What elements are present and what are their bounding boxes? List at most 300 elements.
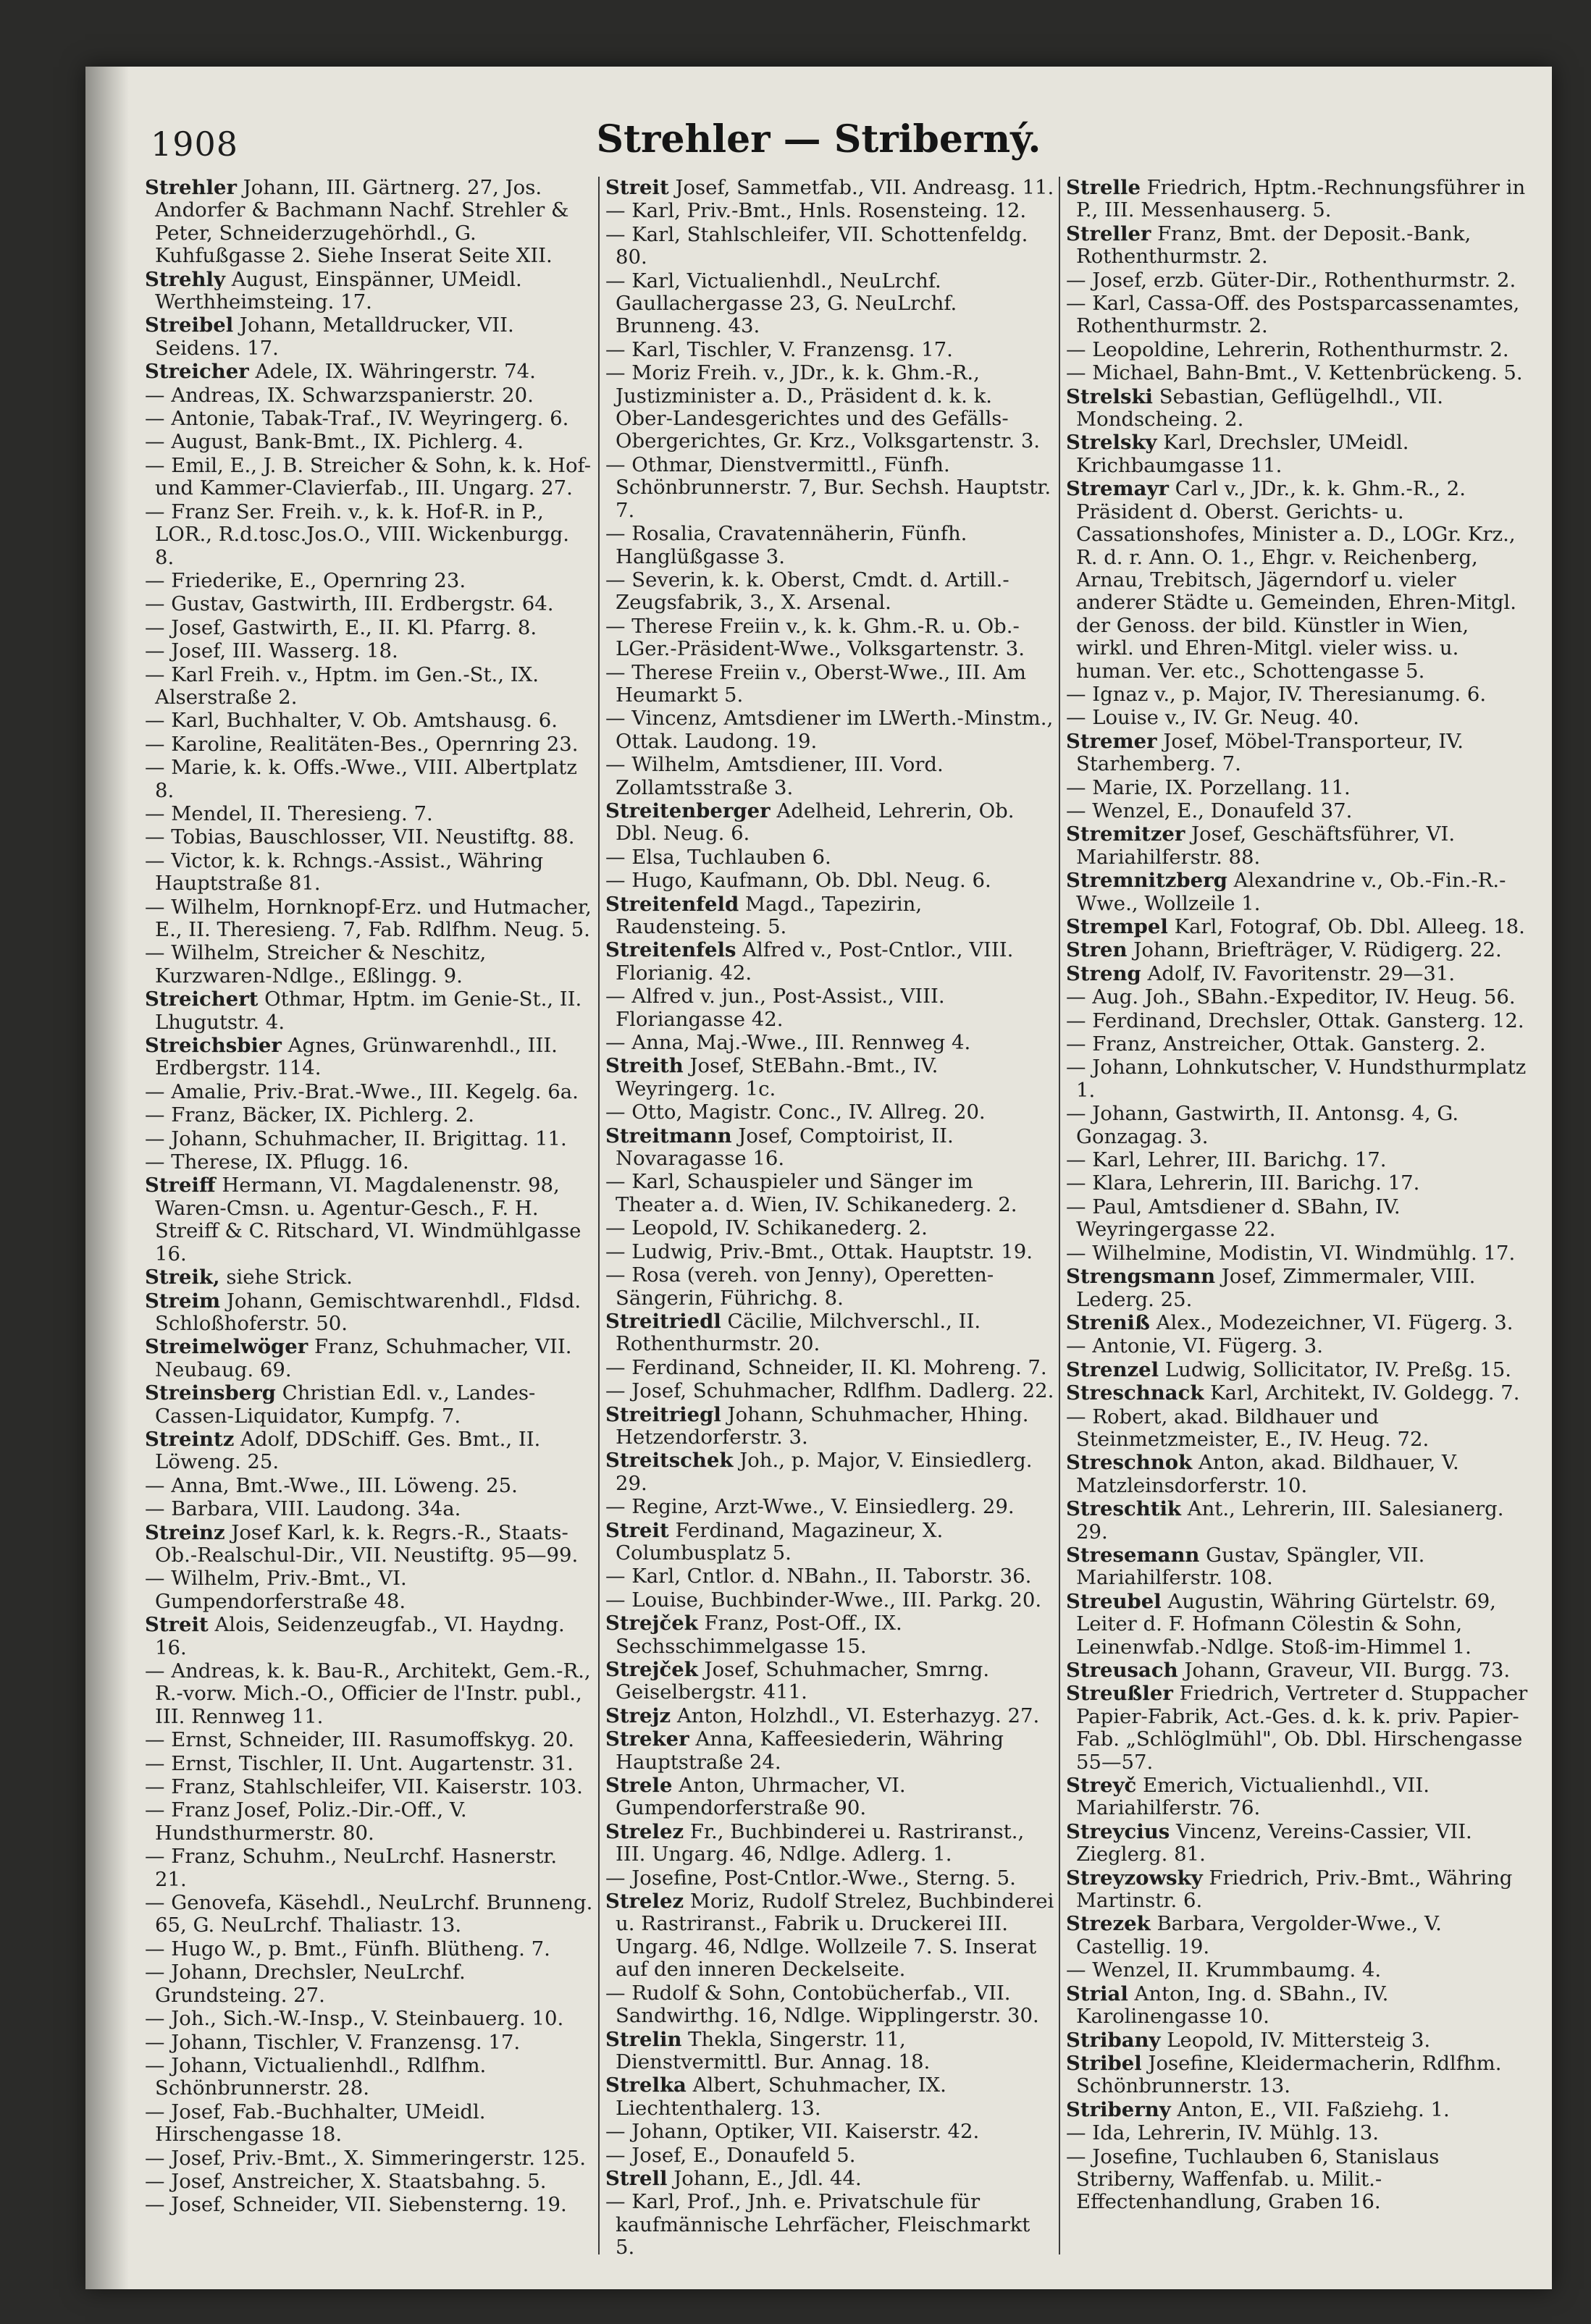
entry-details: — Otto, Magistr. Conc., IV. Allreg. 20. xyxy=(605,1100,986,1124)
entry-details: — Antonie, Tabak-Traf., IV. Weyringerg. 6. xyxy=(145,407,569,431)
entry-details: Albert, Schuhmacher, IX. Liechtenthalerg. 13. xyxy=(616,2074,946,2120)
entry-details: — Johann, Tischler, V. Franzensg. 17. xyxy=(145,2030,521,2054)
directory-entry xyxy=(1066,1010,1529,1032)
entry-surname: Streichert xyxy=(145,988,259,1011)
directory-entry xyxy=(1066,916,1529,938)
entry-surname: Streker xyxy=(605,1727,689,1751)
entry-surname: Streschtik xyxy=(1066,1497,1181,1521)
directory-entry xyxy=(605,846,1054,869)
directory-entry xyxy=(145,408,594,430)
entry-surname: Strehly xyxy=(145,267,225,291)
entry-details: — Marie, IX. Porzellang. 11. xyxy=(1066,775,1351,799)
entry-details: — Josef, Gastwirth, E., II. Kl. Pfarrg. 8. xyxy=(145,615,537,639)
directory-entry xyxy=(1066,386,1529,431)
directory-entry xyxy=(145,988,594,1034)
entry-details: — Friederike, E., Opernring 23. xyxy=(145,568,466,592)
directory-entry xyxy=(605,1404,1054,1449)
entry-details: — Robert, akad. Bildhauer und Steinmetzmeister, E., IV. Heug. 72. xyxy=(1066,1405,1430,1451)
entry-details: — Louise, Buchbinder-Wwe., III. Parkg. 20. xyxy=(605,1588,1042,1612)
directory-entry xyxy=(1066,478,1529,683)
entry-details: — Anna, Bmt.-Wwe., III. Löweng. 25. xyxy=(145,1473,518,1497)
entry-details: — Karl, Cassa-Off. des Postsparcassenamtes, Rothenthurmstr. 2. xyxy=(1066,292,1520,338)
entry-details: Alfred v., Post-Cntlor., VIII. Florianig. 42. xyxy=(616,938,1014,985)
entry-surname: Strempel xyxy=(1066,915,1168,938)
entry-surname: Strelez xyxy=(605,1890,684,1913)
running-head: Strehler — Striberný. xyxy=(596,117,1041,161)
directory-entry xyxy=(605,1982,1054,2028)
entry-details: Barbara, Vergolder-Wwe., V. Castellig. 19. xyxy=(1076,1912,1442,1958)
entry-details: — Mendel, II. Theresieng. 7. xyxy=(145,801,433,825)
directory-entry xyxy=(1066,1683,1529,1774)
entry-details: — Franz, Anstreicher, Ottak. Gansterg. 2. xyxy=(1066,1032,1486,1056)
entry-details: Adolf, DDSchiff. Ges. Bmt., II. Löweng. 25. xyxy=(155,1427,541,1474)
entry-details: Josef, Schuhmacher, Smrng. Geiselbergstr. 411. xyxy=(616,1658,990,1704)
entry-surname: Streit xyxy=(605,177,669,199)
entry-details: Alois, Seidenzeugfab., VI. Haydng. 16. xyxy=(155,1613,565,1659)
entry-details: Friedrich, Vertreter d. Stuppacher Papier-Fabrik, Act.-Ges. d. k. k. priv. Papier-Fab. „Schlöglmühl", Ob. Dbl. Hirschengasse 55—57. xyxy=(1076,1682,1528,1774)
entry-details: — Aug. Joh., SBahn.-Expeditor, IV. Heug. 56. xyxy=(1066,985,1516,1009)
directory-entry xyxy=(145,942,594,988)
directory-entry xyxy=(1066,1867,1529,1913)
directory-entry xyxy=(145,593,594,615)
directory-entry xyxy=(1066,986,1529,1009)
entry-details: — Emil, E., J. B. Streicher & Sohn, k. k. Hof- und Kammer-Clavierfab., III. Ungarg. 27. xyxy=(145,453,592,500)
directory-entry xyxy=(145,1660,594,1728)
entry-details: Josef, StEBahn.-Bmt., IV. Weyringerg. 1c. xyxy=(616,1054,939,1100)
entry-details: — Amalie, Priv.-Brat.-Wwe., III. Kegelg. 6a. xyxy=(145,1079,579,1103)
entry-details: Moriz, Rudolf Strelez, Buchbinderei u. Rastriranst., Fabrik u. Druckerei III. Ungarg. 46, Ndlge. Wollzeile 7. S. Inserat auf den inneren Deckelseite. xyxy=(616,1890,1054,1982)
directory-entry xyxy=(145,455,594,500)
directory-entry xyxy=(145,2147,594,2170)
entry-surname: Streim xyxy=(145,1289,221,1313)
entry-details: Magd., Tapezirin, Raudensteing. 5. xyxy=(616,892,923,938)
entry-surname: Strele xyxy=(605,1774,673,1798)
directory-entry xyxy=(605,800,1054,846)
directory-entry xyxy=(145,1799,594,1845)
entry-surname: Strenzel xyxy=(1066,1357,1159,1381)
entry-details: — Johann, Drechsler, NeuLrchf. Grundsteing. 27. xyxy=(145,1961,466,2007)
directory-entry xyxy=(145,1961,594,2007)
entry-details: — Josef, Schneider, VII. Siebensterng. 19. xyxy=(145,2193,567,2217)
entry-surname: Stremer xyxy=(1066,729,1157,753)
directory-entry xyxy=(605,224,1054,269)
directory-entry xyxy=(605,870,1054,892)
entry-surname: Streintz xyxy=(145,1427,235,1451)
directory-entry xyxy=(1066,777,1529,799)
directory-entry xyxy=(145,1174,594,1266)
directory-entry xyxy=(1066,1659,1529,1682)
entry-details: Friedrich, Priv.-Bmt., Währing Martinstr. 6. xyxy=(1076,1866,1513,1913)
entry-details: — Rosa (vereh. von Jenny), Operetten-Sängerin, Führichg. 8. xyxy=(605,1263,994,1310)
entry-details: — Josef, Schuhmacher, Rdlfhm. Dadlerg. 22. xyxy=(605,1379,1054,1403)
directory-entry xyxy=(1066,339,1529,361)
entry-details: Karl, Fotograf, Ob. Dbl. Alleeg. 18. xyxy=(1167,915,1525,938)
entry-details: Adelheid, Lehrerin, Ob. Dbl. Neug. 6. xyxy=(616,799,1015,846)
entry-details: Johann, III. Gärtnerg. 27, Jos. Andorfer & Bachmann Nachf. Strehler & Peter, Schneiderzugehörhdl., G. Kuhfußgasse 2. Siehe Inserat Seite XII. xyxy=(155,177,569,268)
entry-details: Cäcilie, Milchverschl., II. Rothenthurmstr. 20. xyxy=(616,1309,981,1356)
directory-entry xyxy=(605,1589,1054,1612)
entry-details: Josef, Geschäftsführer, VI. Mariahilferstr. 88. xyxy=(1076,822,1456,869)
entry-details: — Karl, Cntlor. d. NBahn., II. Taborstr. 36. xyxy=(605,1565,1032,1588)
entry-details: — Josefine, Post-Cntlor.-Wwe., Sterng. 5. xyxy=(605,1866,1016,1890)
entry-details: — Karl, Priv.-Bmt., Hnls. Rosensteing. 12. xyxy=(605,199,1027,223)
entry-details: — Therese Freiin v., k. k. Ghm.-R. u. Ob.-LGer.-Präsident-Wwe., Volksgartenstr. 3. xyxy=(605,614,1025,661)
directory-entry xyxy=(605,707,1054,753)
entry-details: Adele, IX. Währingerstr. 74. xyxy=(248,360,536,384)
directory-entry xyxy=(145,1290,594,1336)
directory-entry xyxy=(1066,1335,1529,1357)
entry-details: — Franz, Bäcker, IX. Pichlerg. 2. xyxy=(145,1103,474,1127)
entry-details: Josef, Zimmermaler, VIII. Lederg. 25. xyxy=(1076,1265,1476,1311)
entry-surname: Strejz xyxy=(605,1704,671,1727)
entry-details: — Ernst, Schneider, III. Rasumoffskyg. 20. xyxy=(145,1728,574,1752)
entry-details: — Franz, Schuhm., NeuLrchf. Hasnerstr. 21. xyxy=(145,1845,558,1891)
entry-details: — Barbara, VIII. Laudong. 34a. xyxy=(145,1497,461,1521)
entry-details: — Karl Freih. v., Hptm. im Gen.-St., IX. Alserstraße 2. xyxy=(145,662,539,709)
entry-details: Gustav, Spängler, VII. Mariahilferstr. 108. xyxy=(1076,1543,1425,1590)
directory-entry xyxy=(145,1266,594,1289)
column-3 xyxy=(1066,177,1529,2262)
entry-details: Alexandrine v., Ob.-Fin.-R.-Wwe., Wollzeile 1. xyxy=(1076,869,1506,915)
entry-details: — Paul, Amtsdiener d. SBahn, IV. Weyringergasse 22. xyxy=(1066,1195,1401,1242)
entry-details: — Josef, E., Donaufeld 5. xyxy=(605,2143,856,2167)
entry-details: — Gustav, Gastwirth, III. Erdbergstr. 64. xyxy=(145,592,554,616)
entry-details: — Karl, Tischler, V. Franzensg. 17. xyxy=(605,337,953,361)
entry-details: — Johann, Lohnkutscher, V. Hundsthurmplatz 1. xyxy=(1066,1056,1527,1102)
directory-entry xyxy=(145,384,594,407)
directory-entry xyxy=(145,1729,594,1751)
directory-entry xyxy=(605,1264,1054,1310)
directory-entry xyxy=(1066,1959,1529,1982)
entry-surname: Strial xyxy=(1066,1982,1128,2005)
directory-entry xyxy=(145,501,594,569)
entry-surname: Streng xyxy=(1066,961,1141,985)
entry-details: Johann, E., Jdl. 44. xyxy=(667,2166,862,2190)
directory-entry xyxy=(1066,1359,1529,1381)
entry-details: — Michael, Bahn-Bmt., V. Kettenbrückeng. 5. xyxy=(1066,361,1523,385)
column-rule xyxy=(598,177,600,2254)
directory-entry xyxy=(145,803,594,825)
entry-surname: Streitenfeld xyxy=(605,892,739,916)
directory-entry xyxy=(605,1867,1054,1890)
directory-entry xyxy=(145,1128,594,1150)
book-binding-shadow xyxy=(85,67,129,2289)
directory-entry xyxy=(1066,2146,1529,2214)
entry-details: — Rudolf & Sohn, Contobücherfab., VII. Sandwirthg. 16, Ndlge. Wipplingerstr. 30. xyxy=(605,1981,1039,2028)
directory-entry xyxy=(1066,2099,1529,2121)
entry-details: Josef Karl, k. k. Regrs.-R., Staats-Ob.-Realschul-Dir., VII. Neustiftg. 95—99. xyxy=(155,1520,579,1567)
entry-details: — Ida, Lehrerin, IV. Mühlg. 13. xyxy=(1066,2121,1379,2145)
directory-entry xyxy=(1066,939,1529,961)
directory-entry xyxy=(1066,707,1529,729)
entry-details: Johann, Schuhmacher, Hhing. Hetzendorferstr. 3. xyxy=(616,1402,1029,1449)
directory-entry xyxy=(145,2171,594,2193)
entry-surname: Streycius xyxy=(1066,1819,1170,1843)
column-rule xyxy=(1059,177,1060,2254)
directory-entry xyxy=(605,270,1054,338)
directory-entry xyxy=(1066,1172,1529,1195)
entry-details: — Karl, Schauspieler und Sänger im Theater a. d. Wien, IV. Schikanederg. 2. xyxy=(605,1170,1017,1216)
entry-details: — Josef, Fab.-Buchhalter, UMeidl. Hirschengasse 18. xyxy=(145,2100,486,2147)
entry-surname: Striberny xyxy=(1066,2097,1171,2121)
directory-entry xyxy=(605,200,1054,222)
entry-surname: Streubel xyxy=(1066,1589,1162,1613)
entry-details: — Wenzel, E., Donaufeld 37. xyxy=(1066,799,1353,822)
directory-entry xyxy=(1066,1452,1529,1497)
directory-entry xyxy=(145,896,594,942)
directory-entry xyxy=(145,2032,594,2054)
directory-entry xyxy=(1066,1033,1529,1056)
directory-entry xyxy=(1066,2053,1529,2098)
directory-entry xyxy=(605,1565,1054,1588)
entry-surname: Stribany xyxy=(1066,2028,1161,2052)
entry-details: — Antonie, VI. Fügerg. 3. xyxy=(1066,1334,1324,1358)
entry-details: — Klara, Lehrerin, III. Barichg. 17. xyxy=(1066,1171,1420,1195)
entry-surname: Strezek xyxy=(1066,1912,1151,1936)
entry-surname: Streinsberg xyxy=(145,1381,276,1405)
entry-surname: Strejček xyxy=(605,1658,698,1681)
entry-details: — Karoline, Realitäten-Bes., Opernring 23. xyxy=(145,732,579,756)
directory-entry xyxy=(605,615,1054,661)
entry-details: — Franz Ser. Freih. v., k. k. Hof-R. in P., LOR., R.d.tosc.Jos.O., VIII. Wickenburgg. 8. xyxy=(145,500,569,569)
directory-entry xyxy=(605,523,1054,568)
entry-surname: Streitmann xyxy=(605,1124,732,1148)
directory-entry xyxy=(145,314,594,360)
directory-entry xyxy=(605,662,1054,707)
entry-details: — Wenzel, II. Krummbaumg. 4. xyxy=(1066,1958,1382,1982)
entry-surname: Streitenfels xyxy=(605,938,736,962)
entry-details: Adolf, IV. Favoritenstr. 29—31. xyxy=(1141,961,1456,985)
directory-entry xyxy=(1066,1591,1529,1659)
entry-details: — Vincenz, Amtsdiener im LWerth.-Minstm., Ottak. Laudong. 19. xyxy=(605,707,1054,753)
entry-details: Hermann, VI. Magdalenenstr. 98, Waren-Cmsn. u. Agentur-Gesch., F. H. Streiff & C. Ritschard, VI. Windmühlgasse 16. xyxy=(155,1174,582,1266)
directory-entry xyxy=(145,1522,594,1567)
entry-details: August, Einspänner, UMeidl. Werthheimsteing. 17. xyxy=(155,267,522,314)
entry-details: — Therese Freiin v., Oberst-Wwe., III. Am Heumarkt 5. xyxy=(605,660,1026,707)
directory-entry xyxy=(145,826,594,849)
entry-details: — Rosalia, Cravatennäherin, Fünfh. Hanglüßgasse 3. xyxy=(605,522,967,568)
entry-details: — Johann, Victualienhdl., Rdlfhm. Schönbrunnerstr. 28. xyxy=(145,2053,487,2100)
directory-entry xyxy=(605,362,1054,453)
directory-entry xyxy=(145,664,594,710)
directory-entry xyxy=(1066,731,1529,776)
entry-details: Thekla, Singerstr. 11, Dienstvermittl. Bur. Annag. 18. xyxy=(616,2027,931,2074)
entry-details: Sebastian, Geflügelhdl., VII. Mondscheing. 2. xyxy=(1076,384,1444,431)
entry-surname: Stremayr xyxy=(1066,477,1169,501)
directory-entry xyxy=(145,1081,594,1103)
entry-surname: Streitschek xyxy=(605,1449,734,1473)
directory-entry xyxy=(605,1171,1054,1216)
directory-entry xyxy=(605,893,1054,939)
entry-surname: Streller xyxy=(1066,222,1151,245)
entry-surname: Streußler xyxy=(1066,1682,1173,1706)
column-1 xyxy=(145,177,594,2262)
entry-details: — Johann, Optiker, VII. Kaiserstr. 42. xyxy=(605,2120,980,2144)
entry-details: — Louise v., IV. Gr. Neug. 40. xyxy=(1066,706,1360,730)
directory-entry xyxy=(1066,963,1529,985)
directory-entry xyxy=(145,757,594,802)
entry-surname: Strelka xyxy=(605,2074,687,2097)
entry-surname: Streicher xyxy=(145,360,249,384)
entry-details: — Ernst, Tischler, II. Unt. Augartenstr. 31. xyxy=(145,1751,574,1775)
entry-surname: Streitenberger xyxy=(605,799,771,822)
entry-details: Augustin, Währing Gürtelstr. 69, Leiter d. F. Hofmann Cölestin & Sohn, Leinenwfab.-Ndlge. Stoß-im-Himmel 1. xyxy=(1076,1589,1496,1659)
entry-surname: Strejček xyxy=(605,1612,698,1635)
directory-entry xyxy=(605,1705,1054,1727)
entry-details: Johann, Metalldrucker, VII. Seidens. 17. xyxy=(155,313,514,360)
entry-surname: Streyč xyxy=(1066,1774,1137,1798)
directory-entry xyxy=(1066,1544,1529,1590)
directory-entry xyxy=(605,569,1054,615)
directory-entry xyxy=(605,177,1054,199)
entry-details: Anton, E., VII. Faßziehg. 1. xyxy=(1170,2097,1450,2121)
directory-entry xyxy=(605,1659,1054,1704)
entry-surname: Strelin xyxy=(605,2027,682,2051)
entry-surname: Streith xyxy=(605,1054,684,1078)
directory-entry xyxy=(145,2008,594,2030)
directory-entry xyxy=(1066,2122,1529,2144)
entry-details: — Leopoldine, Lehrerin, Rothenthurmstr. 2. xyxy=(1066,337,1509,361)
directory-entry xyxy=(605,1101,1054,1124)
entry-details: — Karl, Victualienhdl., NeuLrchf. Gaullachergasse 23, G. NeuLrchf. Brunneng. 43. xyxy=(605,269,957,338)
entry-surname: Streitriedl xyxy=(605,1309,721,1333)
directory-entry xyxy=(605,1449,1054,1495)
directory-entry xyxy=(145,269,594,314)
entry-details: Johann, Gemischtwarenhdl., Fldsd. Schloßhoferstr. 50. xyxy=(155,1289,582,1335)
entry-details: — Andreas, k. k. Bau-R., Architekt, Gem.-R., R.-vorw. Mich.-O., Officier de l'Instr. publ., III. Rennweg 11. xyxy=(145,1659,591,1728)
entry-details: Johann, Graveur, VII. Burgg. 73. xyxy=(1177,1659,1511,1682)
entry-details: — Franz Josef, Poliz.-Dir.-Off., V. Hundsthurmerstr. 80. xyxy=(145,1798,467,1845)
entry-surname: Streinz xyxy=(145,1520,225,1544)
directory-entry xyxy=(145,2055,594,2100)
entry-details: Fr., Buchbinderei u. Rastriranst., III. Ungarg. 46, Ndlge. Adlerg. 1. xyxy=(616,1819,1025,1866)
entry-details: — Wilhelm, Streicher & Neschitz, Kurzwaren-Ndlge., Eßlingg. 9. xyxy=(145,941,487,988)
entry-surname: Strelski xyxy=(1066,384,1153,408)
directory-entry xyxy=(145,1845,594,1891)
directory-entry xyxy=(145,1475,594,1497)
entry-details: — Regine, Arzt-Wwe., V. Einsiedlerg. 29. xyxy=(605,1495,1015,1519)
directory-entry xyxy=(145,570,594,592)
entry-details: — Wilhelm, Hornknopf-Erz. und Hutmacher, E., II. Theresieng. 7, Fab. Rdlfhm. Neug. 5. xyxy=(145,895,592,941)
directory-entry xyxy=(145,850,594,896)
directory-entry xyxy=(605,454,1054,522)
directory-entry xyxy=(145,1428,594,1474)
entry-details: — Marie, k. k. Offs.-Wwe., VIII. Albertplatz 8. xyxy=(145,756,577,802)
directory-entry xyxy=(145,1104,594,1127)
entry-details: Anton, Uhrmacher, VI. Gumpendorferstraße 90. xyxy=(616,1774,906,1820)
directory-entry xyxy=(605,985,1054,1031)
entry-details: — Therese, IX. Pflugg. 16. xyxy=(145,1150,409,1174)
entry-details: — Karl, Stahlschleifer, VII. Schottenfeldg. 80. xyxy=(605,222,1028,269)
directory-entry xyxy=(145,1336,594,1381)
directory-entry xyxy=(1066,431,1529,477)
entry-details: — Karl, Lehrer, III. Barichg. 17. xyxy=(1066,1148,1387,1172)
entry-details: — Josef, Anstreicher, X. Staatsbahng. 5. xyxy=(145,2169,547,2193)
directory-entry xyxy=(605,2144,1054,2167)
entry-details: — Karl, Buchhalter, V. Ob. Amtshausg. 6. xyxy=(145,709,558,733)
entry-details: — Josef, Priv.-Bmt., X. Simmeringerstr. 125. xyxy=(145,2146,587,2170)
entry-details: Vincenz, Vereins-Cassier, VII. Zieglerg. 81. xyxy=(1076,1819,1472,1866)
entry-details: Josefine, Kleidermacherin, Rdlfhm. Schönbrunnerstr. 13. xyxy=(1076,2051,1502,2098)
entry-surname: Stresemann xyxy=(1066,1543,1200,1567)
entry-details: — Genovefa, Käsehdl., NeuLrchf. Brunneng. 65, G. NeuLrchf. Thaliastr. 13. xyxy=(145,1891,593,1937)
entry-details: Anton, Holzhdl., VI. Esterhazyg. 27. xyxy=(671,1704,1040,1727)
entry-details: — Josef, erzb. Güter-Dir., Rothenthurmstr. 2. xyxy=(1066,268,1516,292)
directory-entry xyxy=(145,1151,594,1174)
directory-entry xyxy=(1066,269,1529,292)
entry-surname: Stren xyxy=(1066,938,1128,962)
entry-surname: Strengsmann xyxy=(1066,1265,1216,1289)
entry-surname: Streichsbier xyxy=(145,1034,282,1058)
directory-entry xyxy=(145,1035,594,1080)
page-number: 1908 xyxy=(151,125,239,164)
entry-details: — Andreas, IX. Schwarzspanierstr. 20. xyxy=(145,383,534,407)
directory-entry xyxy=(145,1567,594,1613)
directory-entry xyxy=(1066,1382,1529,1405)
directory-entry xyxy=(145,640,594,662)
directory-entry xyxy=(605,1728,1054,1774)
entry-details: siehe Strick. xyxy=(219,1266,353,1289)
entry-details: — Hugo W., p. Bmt., Fünfh. Blütheng. 7. xyxy=(145,1937,550,1961)
directory-entry xyxy=(605,1357,1054,1379)
entry-surname: Streit xyxy=(605,1518,669,1542)
directory-page xyxy=(85,67,1552,2289)
entry-details: — Tobias, Bauschlosser, VII. Neustiftg. 88. xyxy=(145,825,575,849)
entry-surname: Streniß xyxy=(1066,1310,1150,1334)
directory-entry xyxy=(605,1380,1054,1402)
entry-details: — Josefine, Tuchlauben 6, Stanislaus Striberny, Waffenfab. u. Milit.-Effectenhandlung, Graben 16. xyxy=(1066,2144,1440,2214)
directory-entry xyxy=(1066,870,1529,915)
directory-entry xyxy=(1066,1983,1529,2029)
entry-details: Ant., Lehrerin, III. Salesianerg. 29. xyxy=(1076,1497,1504,1544)
directory-entry xyxy=(605,1055,1054,1100)
entry-details: Carl v., JDr., k. k. Ghm.-R., 2. Präsident d. Oberst. Gerichts- u. Cassationshofes, Minister a. D., LOGr. Krz., R. d. r. Ann. O. 1., Ehgr. v. Reichenberg, Arnau, Trebitsch, Jägerndorf u. vieler anderer Städte u. Gemeinden, Ehren-Mitgl. der Genoss. der bild. Künstler in Wien, wirkl. und Ehren-Mitgl. vieler wiss. u. human. Ver. etc., Schottengasse 5. xyxy=(1076,477,1516,683)
entry-surname: Streimelwöger xyxy=(145,1335,308,1359)
entry-details: Franz, Schuhmacher, VII. Neubaug. 69. xyxy=(155,1335,572,1381)
entry-details: — Wilhelm, Amtsdiener, III. Vord. Zollamtsstraße 3. xyxy=(605,753,944,799)
entry-details: Joh., p. Major, V. Einsiedlerg. 29. xyxy=(616,1449,1033,1495)
directory-entry xyxy=(605,2168,1054,2190)
directory-entry xyxy=(1066,1149,1529,1171)
entry-surname: Strell xyxy=(605,2166,668,2190)
column-2 xyxy=(605,177,1054,2262)
entry-surname: Streik, xyxy=(145,1266,220,1289)
directory-entry xyxy=(605,754,1054,799)
directory-entry xyxy=(1066,292,1529,338)
entry-surname: Streibel xyxy=(145,313,234,337)
directory-entry xyxy=(145,1498,594,1520)
entry-details: — Johann, Schuhmacher, II. Brigittag. 11. xyxy=(145,1127,567,1150)
entry-details: — Severin, k. k. Oberst, Cmdt. d. Artill.-Zeugsfabrik, 3., X. Arsenal. xyxy=(605,568,1009,615)
entry-details: Josef, Möbel-Transporteur, IV. Starhemberg. 7. xyxy=(1076,729,1464,776)
directory-entry xyxy=(1066,1821,1529,1866)
directory-entry xyxy=(1066,1774,1529,1820)
entry-details: — Victor, k. k. Rchngs.-Assist., Währing Hauptstraße 81. xyxy=(145,849,544,896)
directory-entry xyxy=(145,1938,594,1961)
directory-entry xyxy=(145,617,594,639)
directory-entry xyxy=(145,2194,594,2216)
entry-details: — Ferdinand, Schneider, II. Kl. Mohreng. 7. xyxy=(605,1355,1047,1379)
directory-entry xyxy=(605,939,1054,985)
directory-entry xyxy=(605,1217,1054,1239)
entry-surname: Streyzowsky xyxy=(1066,1866,1203,1890)
entry-details: Karl, Architekt, IV. Goldegg. 7. xyxy=(1204,1381,1520,1405)
directory-entry xyxy=(1066,1266,1529,1311)
entry-surname: Strehler xyxy=(145,177,237,199)
entry-surname: Stremitzer xyxy=(1066,822,1185,846)
entry-details: Ludwig, Sollicitator, IV. Preßg. 15. xyxy=(1159,1357,1511,1381)
directory-entry xyxy=(145,1614,594,1659)
